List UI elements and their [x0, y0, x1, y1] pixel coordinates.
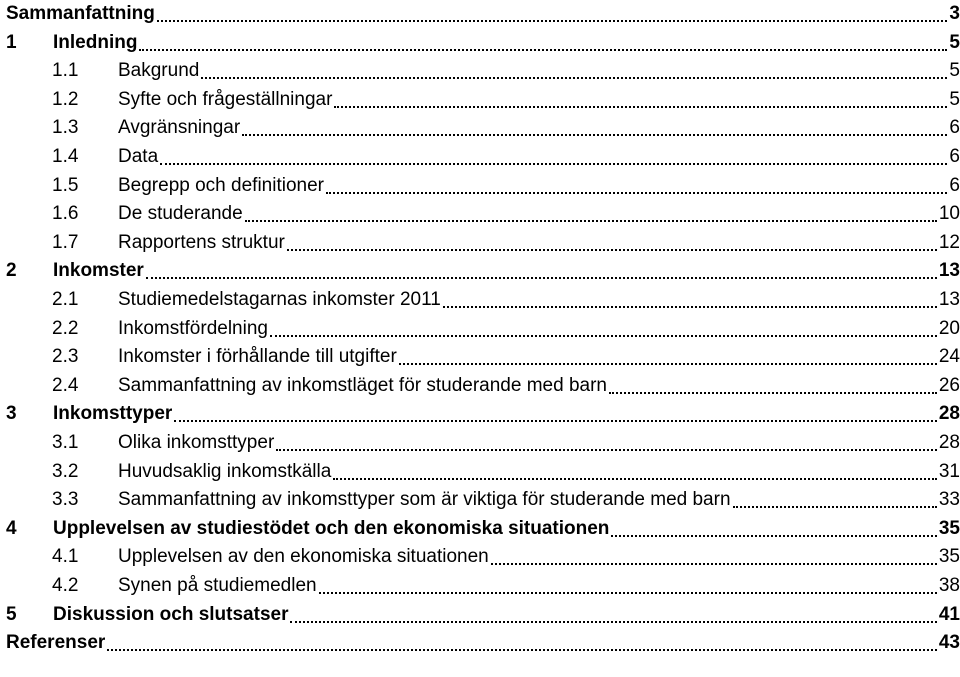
toc-entry[interactable]	[0, 602, 960, 628]
toc-entry-title: De studerande	[118, 203, 243, 225]
dot-leader	[290, 621, 936, 623]
toc-entry[interactable]	[0, 487, 960, 513]
toc-entry[interactable]	[0, 258, 960, 284]
toc-entry[interactable]	[0, 544, 960, 570]
toc-entry-number: 5	[6, 603, 17, 625]
toc-entry-page-number: 28	[938, 403, 960, 425]
toc-entry-title: Avgränsningar	[118, 117, 241, 139]
toc-entry[interactable]	[0, 401, 960, 427]
toc-entry-page-number: 43	[938, 632, 960, 654]
toc-entry-title: Olika inkomsttyper	[118, 432, 275, 453]
toc-entry-number: 2.3	[52, 346, 79, 368]
toc-entry[interactable]	[0, 459, 960, 485]
toc-entry[interactable]	[0, 344, 960, 370]
dot-leader	[334, 106, 947, 108]
toc-entry-title: Inkomsttyper	[53, 403, 173, 425]
dot-leader	[733, 506, 937, 508]
dot-leader	[160, 163, 947, 165]
dot-leader	[270, 335, 937, 337]
toc-entry-page-number: 13	[938, 260, 960, 282]
toc-entry[interactable]	[0, 173, 960, 199]
dot-leader	[139, 49, 947, 51]
toc-entry-page-number: 35	[938, 546, 960, 568]
toc-entry-page-number: 28	[938, 432, 960, 453]
toc-entry[interactable]	[0, 230, 960, 256]
toc-entry-page-number: 10	[938, 203, 960, 225]
toc-entry-number: 1.1	[52, 60, 79, 82]
toc-entry-page-number: 26	[938, 374, 960, 396]
toc-entry-number: 4	[6, 517, 17, 539]
dot-leader	[201, 77, 947, 79]
toc-entry-title: Upplevelsen av studiestödet och den ekonomiska situationen	[53, 517, 610, 539]
dot-leader	[399, 363, 937, 365]
toc-entry-title: Referenser	[6, 632, 106, 654]
toc-entry[interactable]	[0, 316, 960, 342]
toc-entry-title: Huvudsaklig inkomstkälla	[118, 460, 332, 482]
toc-entry-title: Upplevelsen av den ekonomiska situationen	[118, 546, 489, 568]
toc-entry-number: 3	[6, 403, 17, 425]
toc-entry-number: 1.2	[52, 88, 79, 110]
dot-leader	[333, 478, 937, 480]
dot-leader	[326, 192, 947, 194]
toc-entry-title: Sammanfattning	[6, 3, 155, 24]
toc-entry-page-number: 35	[938, 517, 960, 539]
toc-entry-title: Bakgrund	[118, 60, 200, 82]
toc-entry-number: 2	[6, 260, 17, 282]
toc-entry-title: Rapportens struktur	[118, 231, 285, 253]
toc-entry-title: Studiemedelstagarnas inkomster 2011	[118, 289, 441, 310]
toc-entry-page-number: 5	[949, 88, 960, 110]
toc-entry-number: 2.1	[52, 289, 79, 310]
toc-entry-title: Inkomster i förhållande till utgifter	[118, 346, 397, 368]
toc-entry-number: 1	[6, 31, 17, 53]
dot-leader	[319, 592, 937, 594]
dot-leader	[146, 277, 937, 279]
toc-entry[interactable]	[0, 430, 960, 456]
toc-entry-number: 4.1	[52, 546, 79, 568]
toc-entry[interactable]	[0, 30, 960, 56]
toc-entry-number: 3.2	[52, 460, 79, 482]
dot-leader	[276, 449, 937, 451]
dot-leader	[107, 649, 937, 651]
toc-entry-number: 2.2	[52, 317, 79, 339]
toc-entry-number: 2.4	[52, 374, 79, 396]
toc-entry-page-number: 5	[949, 60, 960, 82]
toc-entry-number: 1.4	[52, 146, 79, 167]
toc-entry-page-number: 33	[938, 489, 960, 511]
toc-entry-title: Sammanfattning av inkomsttyper som är viktiga för studerande med barn	[118, 489, 731, 511]
toc-entry-number: 1.3	[52, 117, 79, 139]
toc-entry[interactable]	[0, 373, 960, 399]
toc-entry[interactable]	[0, 58, 960, 84]
toc-entry-page-number: 13	[938, 289, 960, 310]
toc-entry-title: Sammanfattning av inkomstläget för studerande med barn	[118, 374, 607, 396]
toc-entry-number: 1.7	[52, 231, 79, 253]
toc-entry-title: Syfte och frågeställningar	[118, 88, 333, 110]
dot-leader	[609, 392, 937, 394]
toc-entry-page-number: 31	[938, 460, 960, 482]
toc-entry-page-number: 24	[938, 346, 960, 368]
toc-entry-title: Diskussion och slutsatser	[53, 603, 289, 625]
dot-leader	[174, 420, 937, 422]
dot-leader	[611, 535, 936, 537]
toc-entry-page-number: 5	[949, 31, 960, 53]
toc-entry-page-number: 6	[949, 174, 960, 196]
toc-entry-page-number: 12	[938, 231, 960, 253]
toc-entry-page-number: 6	[949, 146, 960, 167]
toc-entry[interactable]	[0, 287, 960, 313]
toc-entry[interactable]	[0, 201, 960, 227]
toc-entry[interactable]	[0, 144, 960, 170]
toc-entry-number: 1.6	[52, 203, 79, 225]
toc-entry-number: 4.2	[52, 575, 79, 596]
dot-leader	[287, 249, 937, 251]
toc-entry-title: Inkomster	[53, 260, 144, 282]
toc-entry-title: Inledning	[53, 31, 138, 53]
dot-leader	[491, 563, 937, 565]
toc-entry-page-number: 6	[949, 117, 960, 139]
dot-leader	[443, 306, 937, 308]
dot-leader	[242, 134, 947, 136]
toc-entry-title: Inkomstfördelning	[118, 317, 268, 339]
toc-entry-title: Synen på studiemedlen	[118, 575, 317, 596]
dot-leader	[157, 20, 948, 22]
toc-entry[interactable]	[0, 516, 960, 542]
toc-entry-page-number: 3	[949, 3, 960, 24]
toc-entry-title: Data	[118, 146, 159, 167]
dot-leader	[245, 220, 937, 222]
toc-entry-number: 3.3	[52, 489, 79, 511]
toc-entry-number: 3.1	[52, 432, 79, 453]
toc-entry-page-number: 20	[938, 317, 960, 339]
toc-entry[interactable]	[0, 1, 960, 27]
toc-entry-page-number: 41	[938, 603, 960, 625]
toc-entry-number: 1.5	[52, 174, 79, 196]
toc-entry[interactable]	[0, 87, 960, 113]
toc-entry[interactable]	[0, 115, 960, 141]
toc-entry[interactable]	[0, 573, 960, 599]
toc-entry[interactable]	[0, 630, 960, 656]
toc-entry-page-number: 38	[938, 575, 960, 596]
toc-entry-title: Begrepp och definitioner	[118, 174, 324, 196]
